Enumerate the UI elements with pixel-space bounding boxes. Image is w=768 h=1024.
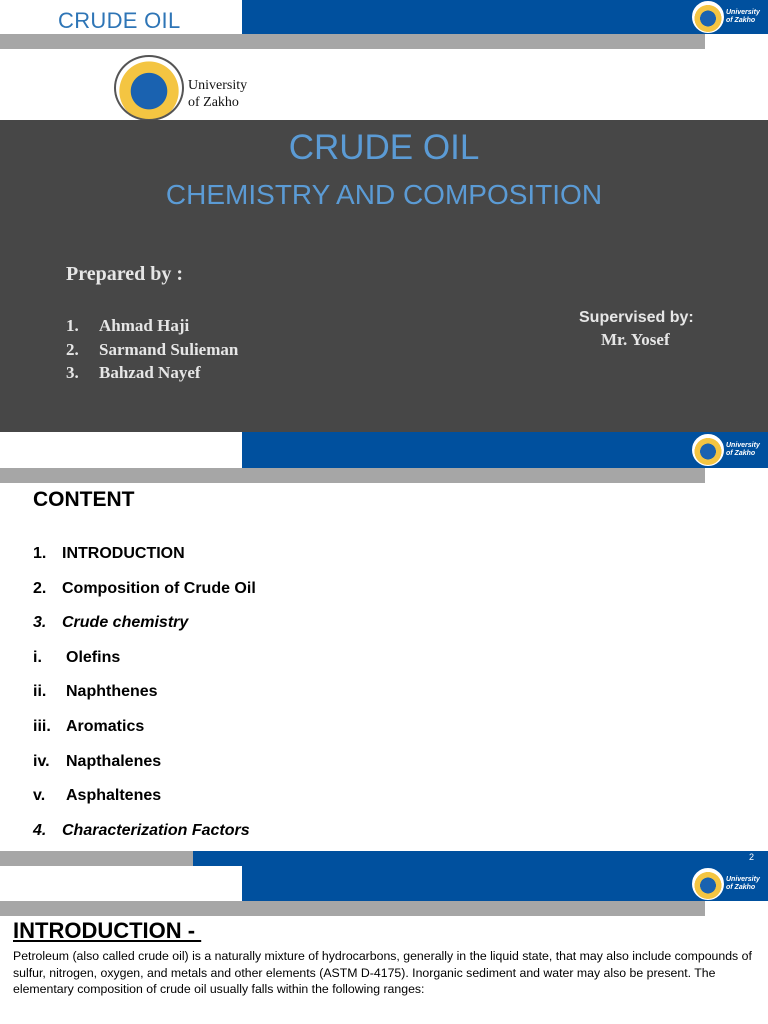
author-item: 1. Ahmad Haji <box>66 316 190 335</box>
toc-item: i. Olefins <box>33 648 121 666</box>
university-seal-icon <box>692 868 724 900</box>
introduction-body: Petroleum (also called crude oil) is a naturally mixture of hydrocarbons, generally in the liquid state, that may also include compounds of sulfur, nitrogen, oxygen, and metals and other elements (ASTM D-4175). Inorganic sediment and water may also be present. The elementary composition of crude oil usually falls within the following ranges: <box>13 949 752 996</box>
toc-item: v. Asphaltenes <box>33 787 162 805</box>
table-of-contents <box>33 545 256 856</box>
toc-item: 2. Composition of Crude Oil <box>33 579 256 597</box>
prepared-by-label: Prepared by : <box>66 263 184 285</box>
university-seal-icon <box>692 434 724 466</box>
university-name-line2: of Zakho <box>188 95 239 110</box>
toc-item: ii. Naphthenes <box>33 683 158 701</box>
university-seal-icon <box>114 55 184 121</box>
author-item: 3. Bahzad Nayef <box>66 363 201 382</box>
slide2-footer-blue-bar <box>193 851 768 866</box>
logo-text-line1: University <box>726 442 760 449</box>
author-item: 2. Sarmand Sulieman <box>66 339 239 359</box>
toc-item: iii. Aromatics <box>33 717 145 735</box>
slide2-university-logo <box>692 434 760 466</box>
header-university-logo <box>692 1 760 33</box>
header-title: CRUDE OIL <box>58 8 181 33</box>
university-name-line1: University <box>188 78 248 93</box>
supervised-by-label: Supervised by: <box>579 309 694 326</box>
university-logo <box>114 55 247 121</box>
toc-item: 4. Characterization Factors <box>33 821 250 839</box>
page-number: 2 <box>749 852 755 862</box>
slide2-grey-bar <box>0 468 705 483</box>
header-grey-bar <box>0 34 705 49</box>
slide2-footer-grey-bar <box>0 851 193 866</box>
logo-text-line1: University <box>726 876 760 883</box>
introduction-heading: INTRODUCTION - <box>13 918 202 943</box>
slide3-blue-bar <box>242 866 768 901</box>
toc-item: 3. Crude chemistry <box>33 614 189 632</box>
author-list <box>66 316 238 387</box>
logo-text-line1: University <box>726 9 760 16</box>
slide3-grey-bar <box>0 901 705 916</box>
supervisor-name: Mr. Yosef <box>601 330 670 349</box>
slide3-university-logo <box>692 868 760 900</box>
toc-item: iv. Napthalenes <box>33 752 162 770</box>
slide-title: CRUDE OIL <box>288 128 480 167</box>
logo-text-line2: of Zakho <box>726 17 756 24</box>
header-blue-bar <box>242 0 768 34</box>
slide2-blue-bar <box>242 432 768 468</box>
logo-text-line2: of Zakho <box>726 884 756 891</box>
toc-item: 1. INTRODUCTION <box>33 545 185 562</box>
slide-subtitle: CHEMISTRY AND COMPOSITION <box>165 179 603 210</box>
content-heading: CONTENT <box>33 488 135 511</box>
logo-text-line2: of Zakho <box>726 450 756 457</box>
university-seal-icon <box>692 1 724 33</box>
